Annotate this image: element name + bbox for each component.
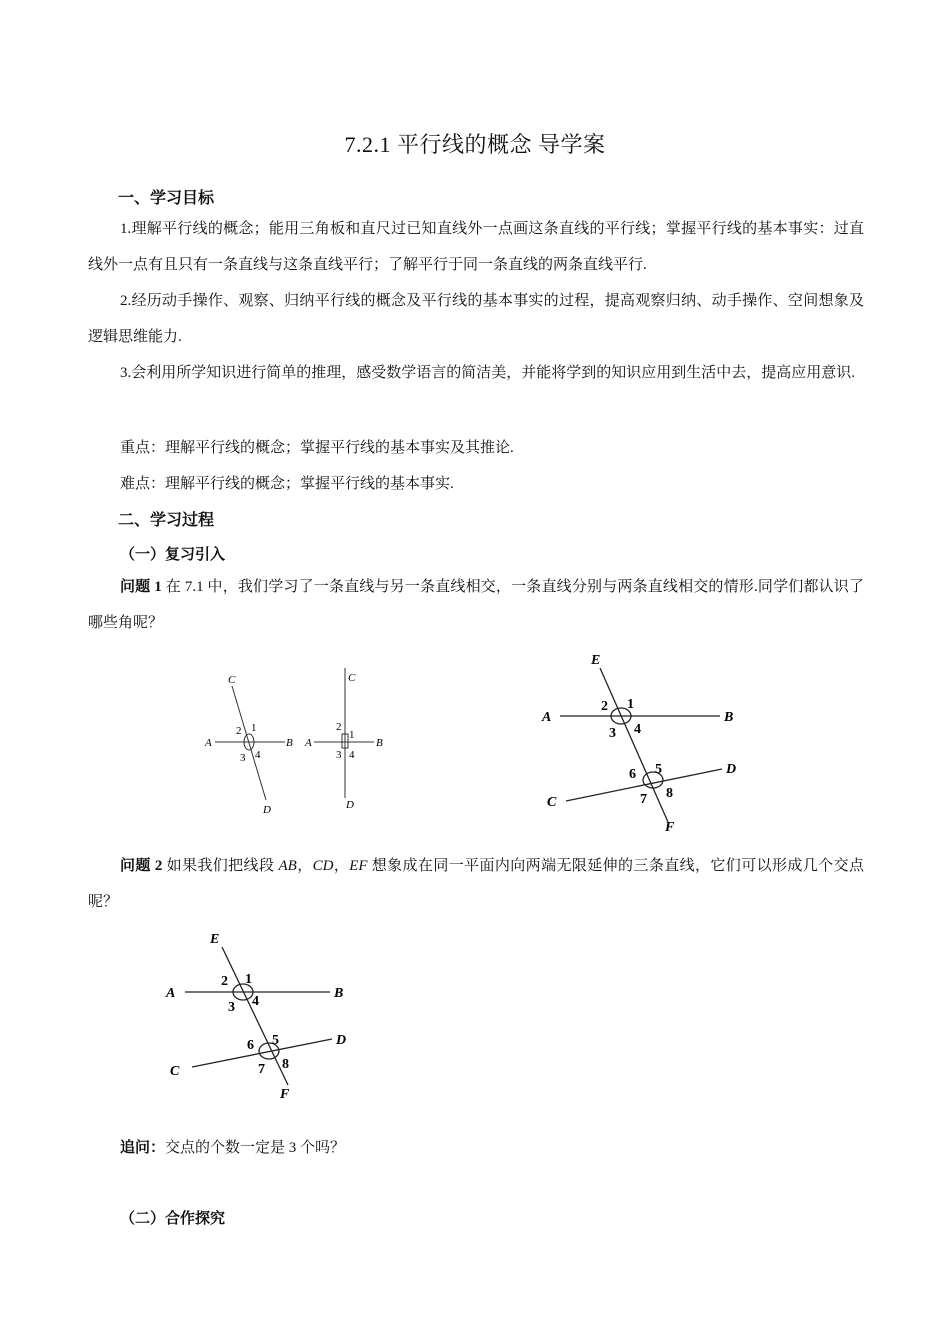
fig1-angle-6: 6 <box>629 767 636 782</box>
question-2-ef: EF <box>349 858 368 874</box>
goal-3: 3.会利用所学知识进行简单的推理，感受数学语言的简洁美，并能将学到的知识应用到生活中去，提高应用意识. <box>120 365 856 381</box>
fig1-angle-8: 8 <box>666 786 673 801</box>
small2-label-d: D <box>346 799 354 811</box>
fig1-label-c: C <box>547 795 557 810</box>
question-2-sep-1: ， <box>296 858 313 874</box>
small1-label-d: D <box>263 804 271 816</box>
fig1-label-a: A <box>542 710 552 725</box>
fig2-angle-4: 4 <box>252 994 259 1009</box>
small1-angle-3: 3 <box>240 752 246 764</box>
question-2-label: 问题 2 <box>120 858 163 874</box>
fig2-angle-7: 7 <box>258 1062 265 1077</box>
small2-angle-1: 1 <box>349 729 355 741</box>
follow-up-text: 交点的个数一定是 3 个吗？ <box>165 1140 346 1156</box>
fig2-angle-8: 8 <box>282 1057 289 1072</box>
question-1-text: 在 7.1 中，我们学习了一条直线与另一条直线相交，一条直线分别与两条直线相交的情形.同学们都认识了哪些角呢？ <box>88 579 864 631</box>
question-2-text-a: 如果我们把线段 <box>162 858 279 874</box>
question-2-cd: CD <box>312 858 334 874</box>
small1-label-b: B <box>286 737 293 749</box>
fig1-label-f: F <box>665 820 675 835</box>
small1-angle-1: 1 <box>251 722 257 734</box>
small2-label-b: B <box>376 737 383 749</box>
fig1-angle-4: 4 <box>634 722 641 737</box>
fig1-angle-3: 3 <box>609 726 616 741</box>
small2-label-c: C <box>348 672 356 684</box>
subsection-review: （一）复习引入 <box>120 545 226 563</box>
small1-label-c: C <box>228 674 236 686</box>
follow-up-question <box>120 1136 345 1157</box>
fig1-angle-5: 5 <box>655 762 662 777</box>
fig2-angle-2: 2 <box>221 974 228 989</box>
small2-angle-4: 4 <box>349 749 355 761</box>
difficulty: 难点：理解平行线的概念；掌握平行线的基本事实. <box>120 476 454 492</box>
question-1-label: 问题 1 <box>120 579 162 595</box>
fig2-label-e: E <box>210 932 220 947</box>
small1-angle-2: 2 <box>236 725 242 737</box>
fig2-angle-5: 5 <box>272 1033 279 1048</box>
question-2-ab: AB <box>278 858 297 874</box>
fig2-label-f: F <box>280 1087 290 1102</box>
key-point: 重点：理解平行线的概念；掌握平行线的基本事实及其推论. <box>120 440 514 456</box>
question-2-text-b: 想象成在同一平面内向两端无限延伸的三条直线，它们可以形成几个交点呢？ <box>88 858 864 910</box>
section-heading-process: 二、学习过程 <box>118 510 215 529</box>
fig1-angle-7: 7 <box>640 792 647 807</box>
fig2-label-c: C <box>170 1064 180 1079</box>
fig2-angle-1: 1 <box>245 972 252 987</box>
small2-angle-3: 3 <box>336 749 342 761</box>
fig2-label-a: A <box>166 986 176 1001</box>
small2-angle-2: 2 <box>336 721 342 733</box>
fig2-label-d: D <box>336 1033 347 1048</box>
fig2-angle-6: 6 <box>247 1038 254 1053</box>
subsection-explore: （二）合作探究 <box>120 1209 226 1227</box>
small1-label-a: A <box>205 737 212 749</box>
goal-1: 1.理解平行线的概念；能用三角板和直尺过已知直线外一点画这条直线的平行线；掌握平行线的基本事实：过直线外一点有且只有一条直线与这条直线平行；了解平行于同一条直线的两条直线平行. <box>88 221 864 273</box>
question-2-sep-2: ， <box>333 858 350 874</box>
goal-2: 2.经历动手操作、观察、归纳平行线的概念及平行线的基本事实的过程，提高观察归纳、动手操作、空间想象及逻辑思维能力. <box>88 293 864 345</box>
fig1-angle-2: 2 <box>601 699 608 714</box>
fig2-label-b: B <box>334 986 344 1001</box>
small2-label-a: A <box>305 737 312 749</box>
section-heading-goals: 一、学习目标 <box>118 188 215 207</box>
small1-angle-4: 4 <box>255 749 261 761</box>
follow-up-label: 追问： <box>120 1140 166 1156</box>
fig1-label-b: B <box>724 710 734 725</box>
fig1-label-d: D <box>726 762 737 777</box>
fig1-angle-1: 1 <box>627 697 634 712</box>
fig2-angle-3: 3 <box>228 1000 235 1015</box>
question-2 <box>88 848 864 920</box>
fig1-label-e: E <box>591 653 601 668</box>
page-title: 7.2.1 平行线的概念 导学案 <box>344 132 606 157</box>
